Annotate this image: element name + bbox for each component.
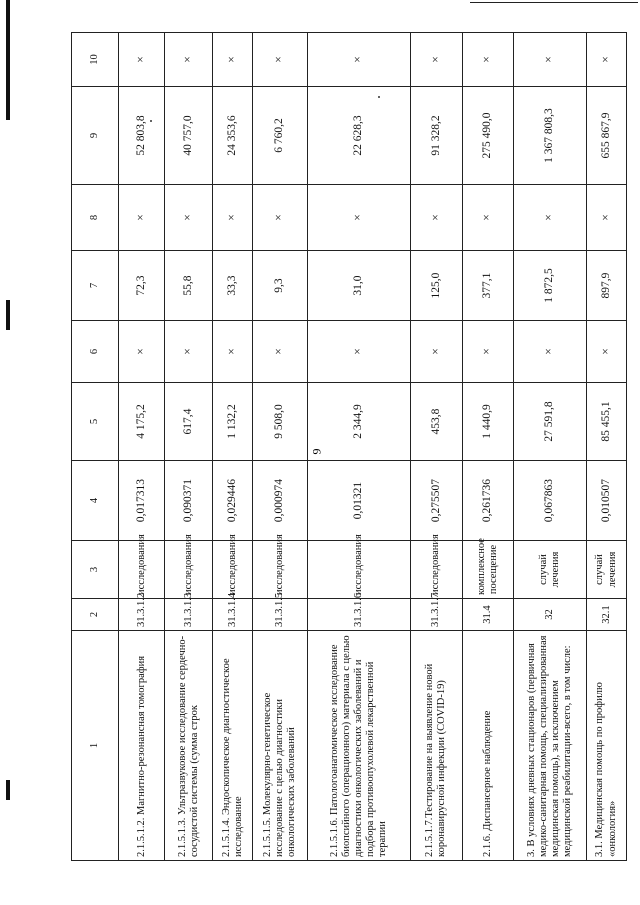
header-cell: 7 <box>72 251 119 321</box>
value-cell: × <box>119 185 165 251</box>
value-cell: 40 757,0 <box>165 87 213 185</box>
header-cell: 1 <box>72 631 119 861</box>
value-cell: × <box>307 321 410 383</box>
value-cell: 0,017313 <box>119 461 165 541</box>
value-cell: 4 175,2 <box>119 383 165 461</box>
table-row <box>587 33 627 861</box>
value-cell: × <box>307 185 410 251</box>
table-row <box>307 33 410 861</box>
value-cell: 52 803,8 <box>119 87 165 185</box>
value-cell: 9 508,0 <box>253 383 308 461</box>
value-cell: 0,261736 <box>463 461 513 541</box>
value-cell: 275 490,0 <box>463 87 513 185</box>
value-cell: × <box>513 321 586 383</box>
row-name-cell: 2.1.5.1.6. Патологоанатомическое исследование биопсийного (операционного) материала с целью диагностики онкологических заболеваний и подбора противоопухолевой лекарственной терапии <box>307 631 410 861</box>
value-cell: × <box>307 33 410 87</box>
row-code-cell: 31.3.1.2 <box>119 599 165 631</box>
row-code-cell: 31.3.1.3 <box>165 599 213 631</box>
value-cell: 377,1 <box>463 251 513 321</box>
table-row <box>463 33 513 861</box>
value-cell: 655 867,9 <box>587 87 627 185</box>
value-cell: × <box>513 33 586 87</box>
value-cell: 72,3 <box>119 251 165 321</box>
value-cell: × <box>119 33 165 87</box>
row-unit-cell: исследования <box>165 541 213 599</box>
table-row <box>253 33 308 861</box>
value-cell: 0,010507 <box>587 461 627 541</box>
header-cell: 2 <box>72 599 119 631</box>
value-cell: 0,067863 <box>513 461 586 541</box>
value-cell: 0,01321 <box>307 461 410 541</box>
value-cell: 22 628,3 <box>307 87 410 185</box>
row-unit-cell: исследования <box>253 541 308 599</box>
value-cell: 0,090371 <box>165 461 213 541</box>
value-cell: × <box>587 33 627 87</box>
value-cell: × <box>119 321 165 383</box>
row-unit-cell: случай лечения <box>513 541 586 599</box>
header-cell: 5 <box>72 383 119 461</box>
row-unit-cell: случай лечения <box>587 541 627 599</box>
value-cell: 9,3 <box>253 251 308 321</box>
value-cell: × <box>463 321 513 383</box>
value-cell: 1 872,5 <box>513 251 586 321</box>
value-cell: × <box>165 33 213 87</box>
value-cell: 6 760,2 <box>253 87 308 185</box>
row-name-cell: 3. В условиях дневных стационаров (первичная медико-санитарная помощь, специализированная медицинская помощь), за исключением медицинской реабилитации-всего, в том числе: <box>513 631 586 861</box>
table-header-row <box>72 33 119 861</box>
value-cell: 0,000974 <box>253 461 308 541</box>
value-cell: 2 344,9 <box>307 383 410 461</box>
row-unit-cell: исследования <box>307 541 410 599</box>
value-cell: 27 591,8 <box>513 383 586 461</box>
row-name-cell: 2.1.5.1.5. Молекулярно-генетическое исследование с целью диагностики онкологических заболеваний <box>253 631 308 861</box>
value-cell: 1 132,2 <box>213 383 253 461</box>
value-cell: × <box>253 33 308 87</box>
value-cell: 85 455,1 <box>587 383 627 461</box>
row-unit-cell: исследования <box>410 541 462 599</box>
header-cell: 8 <box>72 185 119 251</box>
row-unit-cell: исследования <box>213 541 253 599</box>
row-name-cell: 2.1.5.1.4. Эндоскопическое диагностическое исследование <box>213 631 253 861</box>
table-row <box>119 33 165 861</box>
table-row <box>213 33 253 861</box>
row-code-cell: 31.3.1.7 <box>410 599 462 631</box>
header-cell: 4 <box>72 461 119 541</box>
row-code-cell: 31.3.1.4 <box>213 599 253 631</box>
value-cell: 24 353,6 <box>213 87 253 185</box>
row-code-cell: 31.3.1.5 <box>253 599 308 631</box>
value-cell: 91 328,2 <box>410 87 462 185</box>
value-cell: 125,0 <box>410 251 462 321</box>
scan-edge-mark <box>6 0 14 905</box>
row-unit-cell: исследования <box>119 541 165 599</box>
row-name-cell: 3.1. Медицинская помощь по профилю «онкология» <box>587 631 627 861</box>
row-code-cell: 31.3.1.6 <box>307 599 410 631</box>
header-cell: 10 <box>72 33 119 87</box>
value-cell: × <box>410 33 462 87</box>
value-cell: × <box>253 185 308 251</box>
value-cell: × <box>587 185 627 251</box>
value-cell: 1 367 808,3 <box>513 87 586 185</box>
value-cell: 0,275507 <box>410 461 462 541</box>
value-cell: × <box>410 185 462 251</box>
value-cell: × <box>410 321 462 383</box>
rotated-table-wrapper <box>71 33 627 861</box>
value-cell: 33,3 <box>213 251 253 321</box>
page-number: 9 <box>309 448 324 455</box>
row-code-cell: 32 <box>513 599 586 631</box>
value-cell: 897,9 <box>587 251 627 321</box>
value-cell: 617,4 <box>165 383 213 461</box>
value-cell: × <box>165 321 213 383</box>
value-cell: 1 440,9 <box>463 383 513 461</box>
row-name-cell: 2.1.5.1.7.Тестирование на выявление новой коронавирусной инфекции (COVID-19) <box>410 631 462 861</box>
value-cell: × <box>253 321 308 383</box>
value-cell: 0,029446 <box>213 461 253 541</box>
value-cell: × <box>213 321 253 383</box>
value-cell: × <box>513 185 586 251</box>
table-row <box>410 33 462 861</box>
row-unit-cell: комплексное посещение <box>463 541 513 599</box>
value-cell: 453,8 <box>410 383 462 461</box>
header-cell: 9 <box>72 87 119 185</box>
value-cell: × <box>213 185 253 251</box>
value-cell: × <box>165 185 213 251</box>
value-cell: × <box>213 33 253 87</box>
table-row <box>513 33 586 861</box>
row-name-cell: 2.1.5.1.3. Ультразвуковое исследование сердечно-сосудистой системы (сумма строк <box>165 631 213 861</box>
value-cell: 55,8 <box>165 251 213 321</box>
row-code-cell: 32.1 <box>587 599 627 631</box>
header-cell: 3 <box>72 541 119 599</box>
header-cell: 6 <box>72 321 119 383</box>
row-name-cell: 2.1.5.1.2. Магнитно-резонансная томография <box>119 631 165 861</box>
data-table <box>71 32 627 861</box>
value-cell: × <box>587 321 627 383</box>
value-cell: × <box>463 185 513 251</box>
scan-edge-line <box>470 2 638 3</box>
row-code-cell: 31.4 <box>463 599 513 631</box>
value-cell: × <box>463 33 513 87</box>
row-name-cell: 2.1.6. Диспансерное наблюдение <box>463 631 513 861</box>
table-row <box>165 33 213 861</box>
value-cell: 31,0 <box>307 251 410 321</box>
